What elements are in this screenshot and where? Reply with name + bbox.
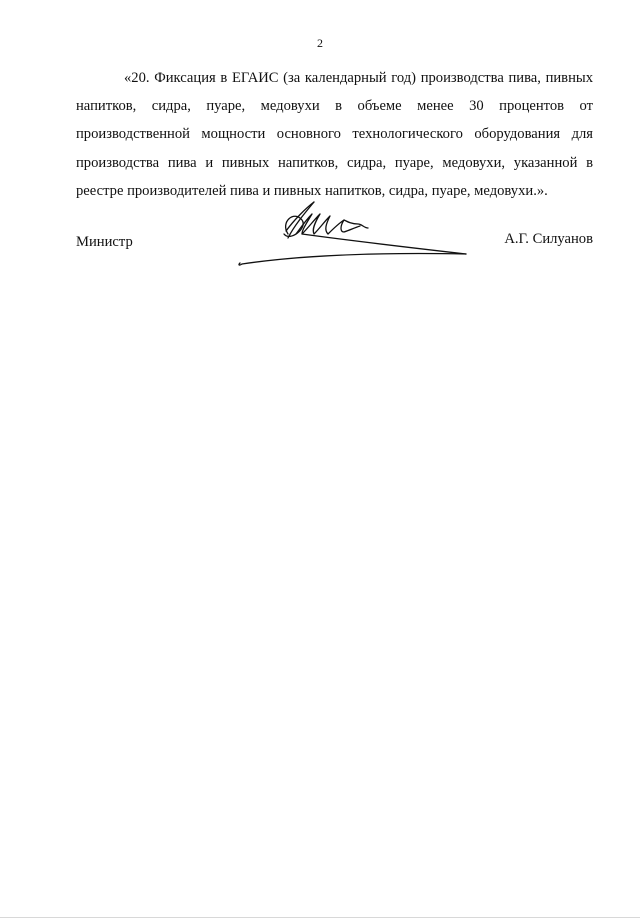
page-number: 2: [317, 36, 323, 50]
handwritten-signature-image: [236, 198, 476, 278]
amendment-paragraph: «20. Фиксация в ЕГАИС (за календарный год) производства пива, пивных напитков, сидра, пуаре, медовухи в объеме менее 30 процентов от производственной мощности основного технологического оборудования для производства пива и пивных напитков, сидра, пуаре, медовухи, указанной в реестре производителей пива и пивных напитков, сидра, пуаре, медовухи.».: [76, 70, 593, 199]
signer-name: А.Г. Силуанов: [504, 231, 593, 247]
signer-position: Министр: [76, 234, 133, 250]
signature-block: [76, 226, 593, 316]
